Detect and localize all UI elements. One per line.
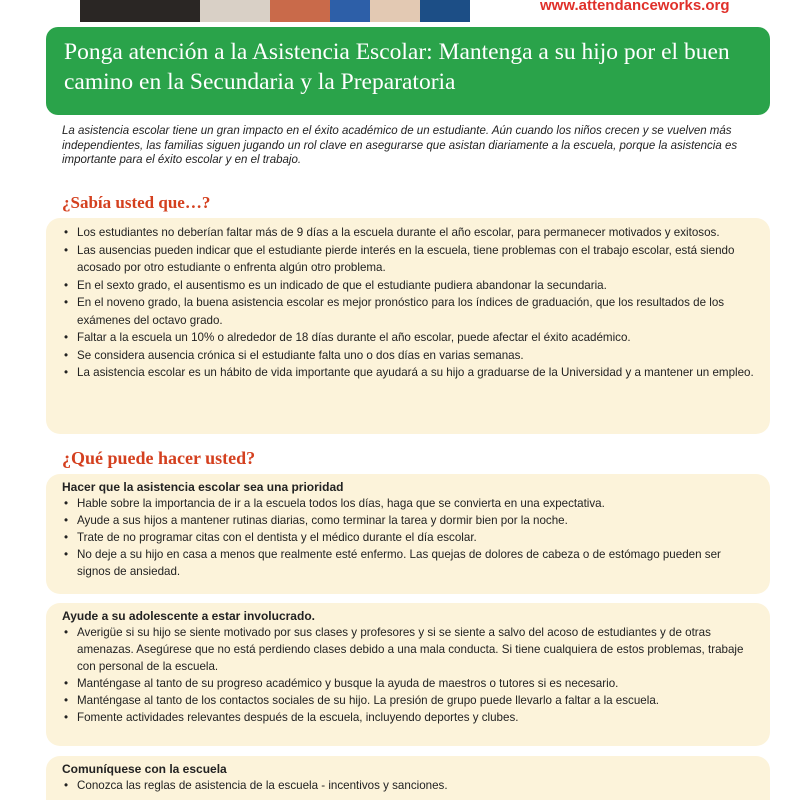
page-title: Ponga atención a la Asistencia Escolar: Mantenga a su hijo por el buen camino en la Secundaria y la Preparatoria [64,39,730,95]
priority-card [46,474,770,594]
photo-segment [200,0,270,22]
list-item: • En el sexto grado, el ausentismo es un indicado de que el estudiante pudiera abandonar la secundaria. [62,277,756,295]
list-item: • Fomente actividades relevantes después de la escuela, incluyendo deportes y clubes. [62,709,756,726]
list-item: • Manténgase al tanto de su progreso académico y busque la ayuda de maestros o tutores si es necesario. [62,675,756,692]
title-banner [46,27,770,115]
involvement-list [62,624,756,726]
priority-list [62,495,756,580]
list-item: • Faltar a la escuela un 10% o alrededor de 18 días durante el año escolar, puede afectar el éxito académico. [62,329,756,347]
header-photo [80,0,470,22]
involvement-card [46,603,770,746]
card-title: Ayude a su adolescente a estar involucrado. [62,609,315,623]
intro-paragraph: La asistencia escolar tiene un gran impacto en el éxito académico de un estudiante. Aún cuando los niños crecen y se vuelven más independientes, las familias siguen jugando un rol clave en asegurarse que asistan diariamente a la escuela, porque la asistencia es importante para el éxito escolar y en el trabajo. [62,125,738,166]
photo-segment [330,0,370,22]
photo-segment [420,0,470,22]
communicate-card [46,756,770,800]
did-you-know-list [62,224,756,382]
did-you-know-card [46,218,770,434]
list-item: • Averigüe si su hijo se siente motivado por sus clases y profesores y si se siente a salvo del acoso de estudiantes y de otras amenazas. Asegúrese que no está perdiendo clases debido a una mala conducta. Si tiene cualquiera de estos problemas, trabaje con personal de la escuela. [62,624,756,675]
list-item: • Los estudiantes no deberían faltar más de 9 días a la escuela durante el año escolar, para permanecer motivados y exitosos. [62,224,756,242]
list-item: • En el noveno grado, la buena asistencia escolar es mejor pronóstico para los índices de graduación, que los resultados de los exámenes del octavo grado. [62,294,756,329]
list-item: • No deje a su hijo en casa a menos que realmente esté enfermo. Las quejas de dolores de cabeza o de estómago pueden ser signos de ansiedad. [62,546,756,580]
card-title: Hacer que la asistencia escolar sea una prioridad [62,480,344,494]
photo-segment [270,0,330,22]
list-item: • Las ausencias pueden indicar que el estudiante pierde interés en la escuela, tiene problemas con el trabajo escolar, está siendo acosado por otro estudiante o enfrenta algún otro problema. [62,242,756,277]
list-item: • Manténgase al tanto de los contactos sociales de su hijo. La presión de grupo puede llevarlo a faltar a la escuela. [62,692,756,709]
list-item: • Trate de no programar citas con el dentista y el médico durante el día escolar. [62,529,756,546]
website-link[interactable]: www.attendanceworks.org [540,0,730,14]
list-item: • Se considera ausencia crónica si el estudiante falta uno o dos días en varias semanas. [62,347,756,365]
did-you-know-heading: ¿Sabía usted que…? [62,193,211,212]
list-item: • La asistencia escolar es un hábito de vida importante que ayudará a su hijo a graduarse de la Universidad y a mantener un empleo. [62,364,756,382]
what-can-you-do-heading: ¿Qué puede hacer usted? [62,448,256,468]
list-item: • Hable sobre la importancia de ir a la escuela todos los días, haga que se convierta en una expectativa. [62,495,756,512]
list-item: • Ayude a sus hijos a mantener rutinas diarias, como terminar la tarea y dormir bien por la noche. [62,512,756,529]
communicate-list [62,777,756,794]
card-title: Comuníquese con la escuela [62,762,227,776]
list-item: • Conozca las reglas de asistencia de la escuela - incentivos y sanciones. [62,777,756,794]
photo-segment [370,0,420,22]
photo-segment [80,0,200,22]
